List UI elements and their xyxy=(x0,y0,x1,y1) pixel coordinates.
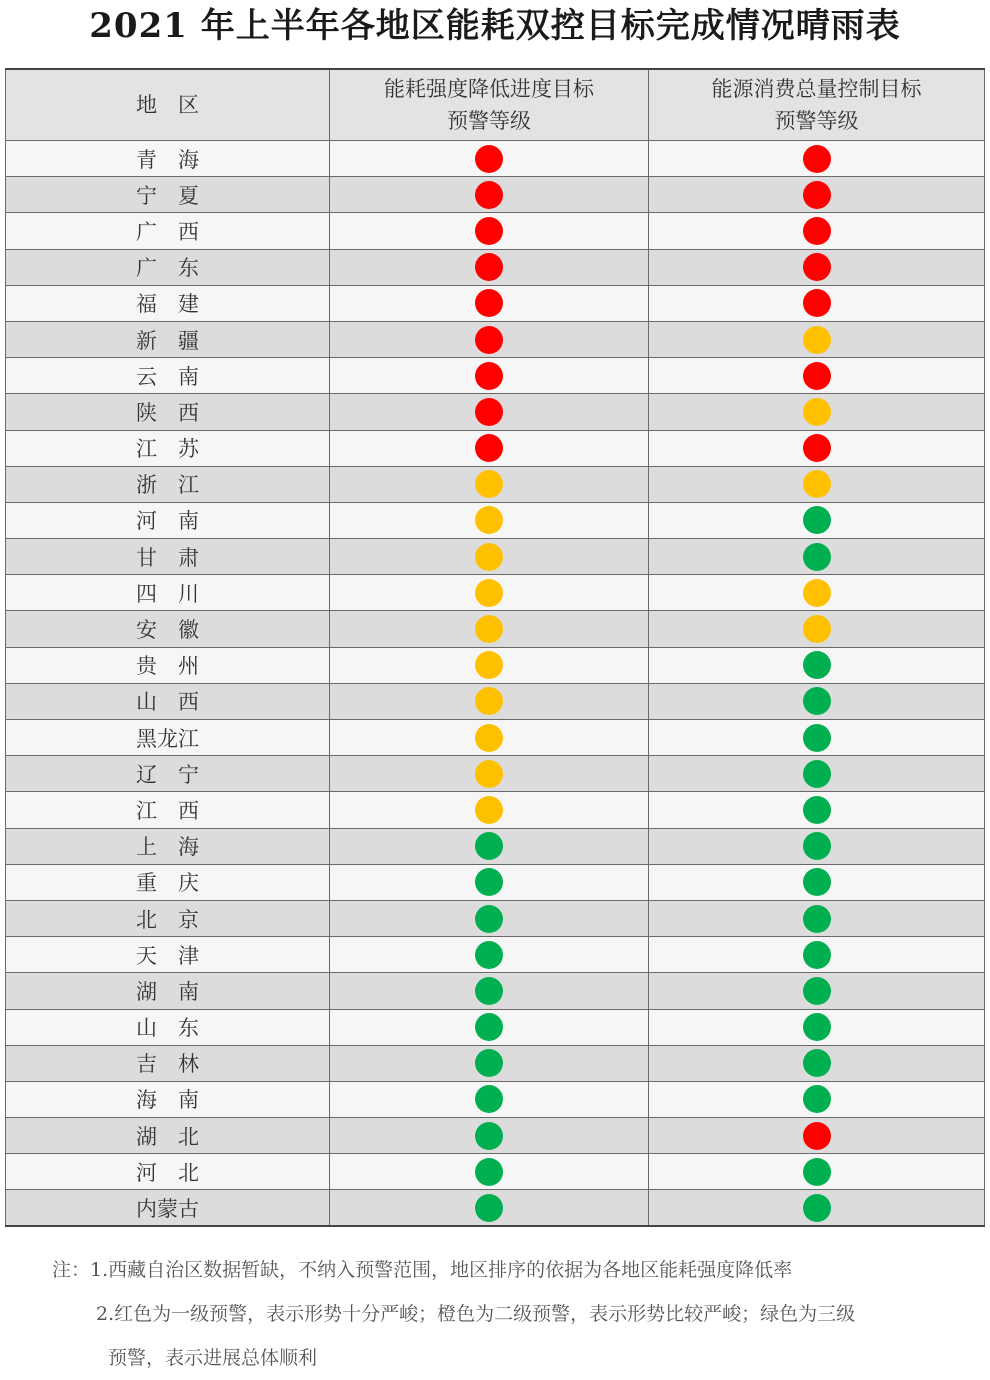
table-row xyxy=(6,249,985,285)
intensity-warning-cell xyxy=(330,1009,649,1045)
orange-warning-dot-icon xyxy=(803,398,831,426)
intensity-warning-cell xyxy=(330,249,649,285)
green-warning-dot-icon xyxy=(803,1049,831,1077)
table-row xyxy=(6,1081,985,1117)
table-row xyxy=(6,285,985,321)
total-warning-cell xyxy=(649,828,985,864)
region-name: 河 南 xyxy=(136,509,199,534)
region-cell xyxy=(6,177,330,213)
red-warning-dot-icon xyxy=(803,1122,831,1150)
red-warning-dot-icon xyxy=(803,181,831,209)
red-warning-dot-icon xyxy=(475,253,503,281)
header-intensity-line1: 能耗强度降低进度目标 xyxy=(384,77,594,101)
region-name: 山 西 xyxy=(136,690,199,715)
region-name: 湖 南 xyxy=(136,979,199,1004)
region-name: 四 川 xyxy=(136,581,199,606)
region-cell xyxy=(6,864,330,900)
region-cell xyxy=(6,285,330,321)
intensity-warning-cell xyxy=(330,502,649,538)
table-row xyxy=(6,683,985,719)
total-warning-cell xyxy=(649,321,985,357)
total-warning-cell xyxy=(649,756,985,792)
orange-warning-dot-icon xyxy=(475,796,503,824)
green-warning-dot-icon xyxy=(803,687,831,715)
total-warning-cell xyxy=(649,720,985,756)
table-row xyxy=(6,1154,985,1190)
table-row xyxy=(6,792,985,828)
total-warning-cell xyxy=(649,1118,985,1154)
red-warning-dot-icon xyxy=(803,217,831,245)
table-row xyxy=(6,937,985,973)
header-intensity-warning xyxy=(330,69,649,141)
region-name: 辽 宁 xyxy=(136,762,199,787)
total-warning-cell xyxy=(649,285,985,321)
green-warning-dot-icon xyxy=(803,796,831,824)
region-name: 河 北 xyxy=(136,1160,199,1185)
region-name: 海 南 xyxy=(136,1088,199,1113)
region-name: 广 西 xyxy=(136,219,199,244)
green-warning-dot-icon xyxy=(803,941,831,969)
green-warning-dot-icon xyxy=(803,724,831,752)
total-warning-cell xyxy=(649,1081,985,1117)
red-warning-dot-icon xyxy=(475,434,503,462)
green-warning-dot-icon xyxy=(803,1085,831,1113)
region-cell xyxy=(6,539,330,575)
region-cell xyxy=(6,792,330,828)
total-warning-cell xyxy=(649,177,985,213)
region-name: 黑龙江 xyxy=(136,726,199,751)
intensity-warning-cell xyxy=(330,1190,649,1226)
red-warning-dot-icon xyxy=(803,145,831,173)
table-row xyxy=(6,358,985,394)
table-row xyxy=(6,321,985,357)
green-warning-dot-icon xyxy=(803,868,831,896)
table-row xyxy=(6,466,985,502)
total-warning-cell xyxy=(649,683,985,719)
region-cell xyxy=(6,828,330,864)
total-warning-cell xyxy=(649,502,985,538)
table-row xyxy=(6,611,985,647)
green-warning-dot-icon xyxy=(475,868,503,896)
intensity-warning-cell xyxy=(330,1081,649,1117)
region-name: 甘 肃 xyxy=(136,545,199,570)
region-name: 重 庆 xyxy=(136,871,199,896)
green-warning-dot-icon xyxy=(475,905,503,933)
red-warning-dot-icon xyxy=(475,326,503,354)
region-cell xyxy=(6,973,330,1009)
intensity-warning-cell xyxy=(330,1045,649,1081)
region-cell xyxy=(6,321,330,357)
region-cell xyxy=(6,1154,330,1190)
table-body xyxy=(6,141,985,1227)
orange-warning-dot-icon xyxy=(803,615,831,643)
region-cell xyxy=(6,358,330,394)
table-row xyxy=(6,539,985,575)
total-warning-cell xyxy=(649,937,985,973)
region-cell xyxy=(6,502,330,538)
total-warning-cell xyxy=(649,141,985,177)
warning-table xyxy=(5,68,985,1227)
region-name: 云 南 xyxy=(136,364,199,389)
region-cell xyxy=(6,611,330,647)
region-cell xyxy=(6,720,330,756)
region-cell xyxy=(6,937,330,973)
table-row xyxy=(6,1009,985,1045)
region-name: 江 西 xyxy=(136,798,199,823)
orange-warning-dot-icon xyxy=(475,615,503,643)
table-row xyxy=(6,430,985,466)
table-row xyxy=(6,177,985,213)
red-warning-dot-icon xyxy=(803,253,831,281)
intensity-warning-cell xyxy=(330,900,649,936)
intensity-warning-cell xyxy=(330,394,649,430)
region-cell xyxy=(6,756,330,792)
table-row xyxy=(6,575,985,611)
region-name: 山 东 xyxy=(136,1016,199,1041)
footnote-line-2: 2.红色为一级预警，表示形势十分严峻；橙色为二级预警，表示形势比较严峻；绿色为三级 xyxy=(96,1303,856,1325)
total-warning-cell xyxy=(649,864,985,900)
table-row xyxy=(6,720,985,756)
total-warning-cell xyxy=(649,973,985,1009)
region-name: 福 建 xyxy=(136,292,199,317)
header-region: 地 区 xyxy=(6,69,330,141)
green-warning-dot-icon xyxy=(475,1194,503,1222)
region-cell xyxy=(6,1009,330,1045)
total-warning-cell xyxy=(649,358,985,394)
green-warning-dot-icon xyxy=(803,651,831,679)
table-row xyxy=(6,1190,985,1226)
red-warning-dot-icon xyxy=(475,145,503,173)
header-intensity-line2: 预警等级 xyxy=(447,109,531,133)
intensity-warning-cell xyxy=(330,1118,649,1154)
footnotes xyxy=(52,1248,982,1380)
total-warning-cell xyxy=(649,792,985,828)
green-warning-dot-icon xyxy=(803,905,831,933)
region-name: 宁 夏 xyxy=(136,183,199,208)
region-cell xyxy=(6,683,330,719)
table-header-row xyxy=(6,69,985,141)
intensity-warning-cell xyxy=(330,285,649,321)
total-warning-cell xyxy=(649,213,985,249)
total-warning-cell xyxy=(649,430,985,466)
region-cell xyxy=(6,900,330,936)
orange-warning-dot-icon xyxy=(475,470,503,498)
table-row xyxy=(6,647,985,683)
page-title: 2021 年上半年各地区能耗双控目标完成情况晴雨表 xyxy=(89,6,901,46)
total-warning-cell xyxy=(649,539,985,575)
red-warning-dot-icon xyxy=(475,217,503,245)
green-warning-dot-icon xyxy=(803,1158,831,1186)
orange-warning-dot-icon xyxy=(475,543,503,571)
region-name: 江 苏 xyxy=(136,437,199,462)
green-warning-dot-icon xyxy=(475,977,503,1005)
table-row xyxy=(6,502,985,538)
green-warning-dot-icon xyxy=(803,1194,831,1222)
orange-warning-dot-icon xyxy=(803,326,831,354)
table-row xyxy=(6,864,985,900)
intensity-warning-cell xyxy=(330,430,649,466)
intensity-warning-cell xyxy=(330,720,649,756)
total-warning-cell xyxy=(649,900,985,936)
green-warning-dot-icon xyxy=(475,832,503,860)
header-total-warning xyxy=(649,69,985,141)
intensity-warning-cell xyxy=(330,358,649,394)
orange-warning-dot-icon xyxy=(475,724,503,752)
region-cell xyxy=(6,1081,330,1117)
region-name: 北 京 xyxy=(136,907,199,932)
region-cell xyxy=(6,249,330,285)
region-cell xyxy=(6,466,330,502)
intensity-warning-cell xyxy=(330,864,649,900)
red-warning-dot-icon xyxy=(803,434,831,462)
intensity-warning-cell xyxy=(330,141,649,177)
total-warning-cell xyxy=(649,249,985,285)
region-cell xyxy=(6,141,330,177)
region-name: 贵 州 xyxy=(136,654,199,679)
total-warning-cell xyxy=(649,1045,985,1081)
table-row xyxy=(6,900,985,936)
region-name: 吉 林 xyxy=(136,1052,199,1077)
total-warning-cell xyxy=(649,611,985,647)
orange-warning-dot-icon xyxy=(475,760,503,788)
region-name: 陕 西 xyxy=(136,400,199,425)
intensity-warning-cell xyxy=(330,177,649,213)
intensity-warning-cell xyxy=(330,828,649,864)
table-row xyxy=(6,1118,985,1154)
header-total-line2: 预警等级 xyxy=(774,109,859,133)
orange-warning-dot-icon xyxy=(475,579,503,607)
region-name: 安 徽 xyxy=(136,618,199,643)
region-cell xyxy=(6,647,330,683)
green-warning-dot-icon xyxy=(803,832,831,860)
orange-warning-dot-icon xyxy=(475,506,503,534)
table-row xyxy=(6,828,985,864)
footnote-line-3: 预警，表示进展总体顺利 xyxy=(108,1347,318,1369)
region-cell xyxy=(6,1190,330,1226)
orange-warning-dot-icon xyxy=(803,579,831,607)
red-warning-dot-icon xyxy=(475,181,503,209)
region-name: 上 海 xyxy=(136,835,199,860)
region-cell xyxy=(6,430,330,466)
intensity-warning-cell xyxy=(330,1154,649,1190)
intensity-warning-cell xyxy=(330,792,649,828)
green-warning-dot-icon xyxy=(803,543,831,571)
table-row xyxy=(6,394,985,430)
table-row xyxy=(6,141,985,177)
region-name: 青 海 xyxy=(136,147,199,172)
total-warning-cell xyxy=(649,647,985,683)
region-name: 湖 北 xyxy=(136,1124,199,1149)
intensity-warning-cell xyxy=(330,213,649,249)
total-warning-cell xyxy=(649,1190,985,1226)
region-cell xyxy=(6,213,330,249)
intensity-warning-cell xyxy=(330,466,649,502)
region-name: 广 东 xyxy=(136,256,199,281)
green-warning-dot-icon xyxy=(475,1122,503,1150)
intensity-warning-cell xyxy=(330,611,649,647)
red-warning-dot-icon xyxy=(475,398,503,426)
intensity-warning-cell xyxy=(330,683,649,719)
red-warning-dot-icon xyxy=(475,289,503,317)
region-name: 天 津 xyxy=(136,943,199,968)
table-row xyxy=(6,973,985,1009)
green-warning-dot-icon xyxy=(803,506,831,534)
intensity-warning-cell xyxy=(330,973,649,1009)
intensity-warning-cell xyxy=(330,539,649,575)
footnote-line-1: 注：1.西藏自治区数据暂缺，不纳入预警范围，地区排序的依据为各地区能耗强度降低率 xyxy=(52,1259,793,1281)
region-cell xyxy=(6,1045,330,1081)
orange-warning-dot-icon xyxy=(475,687,503,715)
total-warning-cell xyxy=(649,575,985,611)
red-warning-dot-icon xyxy=(803,362,831,390)
green-warning-dot-icon xyxy=(475,1049,503,1077)
green-warning-dot-icon xyxy=(475,1085,503,1113)
red-warning-dot-icon xyxy=(803,289,831,317)
green-warning-dot-icon xyxy=(475,941,503,969)
region-name: 浙 江 xyxy=(136,473,199,498)
region-name: 内蒙古 xyxy=(136,1196,199,1221)
green-warning-dot-icon xyxy=(475,1013,503,1041)
total-warning-cell xyxy=(649,466,985,502)
total-warning-cell xyxy=(649,1154,985,1190)
intensity-warning-cell xyxy=(330,575,649,611)
table-row xyxy=(6,756,985,792)
green-warning-dot-icon xyxy=(803,977,831,1005)
intensity-warning-cell xyxy=(330,647,649,683)
total-warning-cell xyxy=(649,1009,985,1045)
region-cell xyxy=(6,575,330,611)
green-warning-dot-icon xyxy=(803,760,831,788)
region-name: 新 疆 xyxy=(136,328,199,353)
intensity-warning-cell xyxy=(330,756,649,792)
table-row xyxy=(6,213,985,249)
green-warning-dot-icon xyxy=(803,1013,831,1041)
header-total-line1: 能源消费总量控制目标 xyxy=(711,77,922,101)
green-warning-dot-icon xyxy=(475,1158,503,1186)
orange-warning-dot-icon xyxy=(803,470,831,498)
intensity-warning-cell xyxy=(330,321,649,357)
red-warning-dot-icon xyxy=(475,362,503,390)
orange-warning-dot-icon xyxy=(475,651,503,679)
total-warning-cell xyxy=(649,394,985,430)
region-cell xyxy=(6,1118,330,1154)
table-row xyxy=(6,1045,985,1081)
intensity-warning-cell xyxy=(330,937,649,973)
region-cell xyxy=(6,394,330,430)
